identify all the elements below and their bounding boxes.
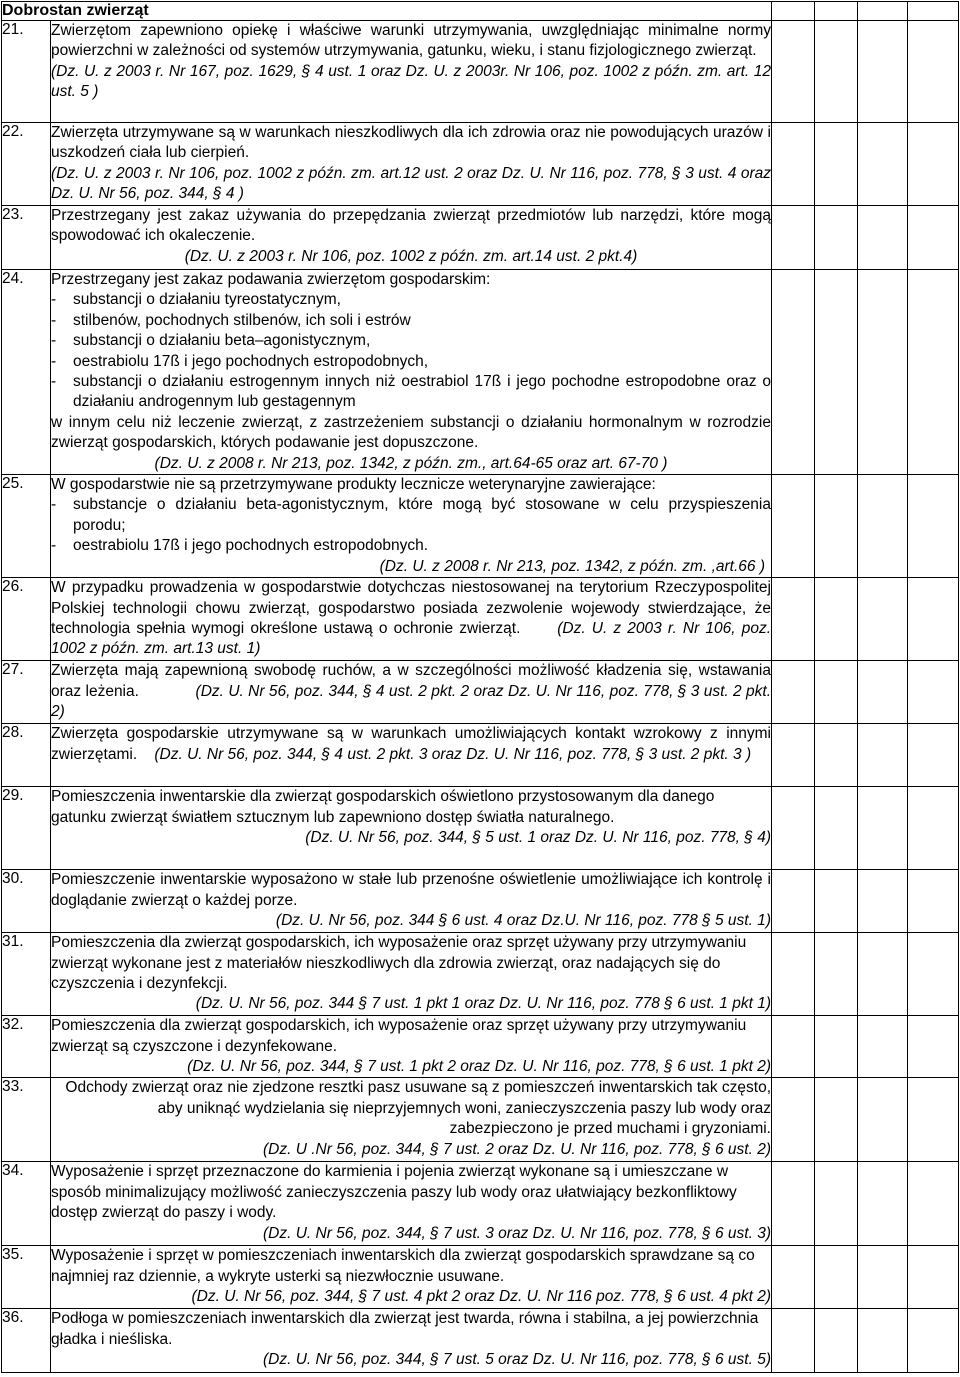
check-cell[interactable] (772, 1246, 815, 1309)
legal-reference: (Dz. U. Nr 56, poz. 344 § 6 ust. 4 oraz Dz.U. Nr 116, poz. 778 § 5 ust. 1) (275, 911, 771, 929)
requirement-text: Pomieszczenia inwentarskie dla zwierząt gospodarskich oświetlono przystosowanym dla danego gatunku zwierząt światłem sztucznym lub zapewniono dostęp światła naturalnego. (51, 788, 715, 826)
check-cell[interactable] (815, 870, 858, 933)
requirement-text: Wyposażenie i sprzęt przeznaczone do karmienia i pojenia zwierząt wykonane są i umieszczane w sposób minimalizujący możliwość zanieczyszczenia paszy lub wody oraz ułatwiający bezkonfliktowy dostęp zwierząt do paszy i wody. (51, 1163, 737, 1222)
check-cell[interactable] (772, 21, 815, 123)
row-number: 22. (2, 123, 51, 206)
requirement-text: Zwierzęta mają zapewnioną swobodę ruchów, a w szczególności możliwość kładzenia się, wstawania oraz leżenia. (51, 662, 771, 700)
requirement-text: Pomieszczenie inwentarskie wyposażono w stałe lub przenośne oświetlenie umożliwiające ich kontrolę i doglądanie zwierząt o każdej porze. (51, 871, 771, 909)
requirement-cell (51, 578, 772, 661)
check-cell[interactable] (772, 661, 815, 724)
row-number: 23. (2, 206, 51, 270)
row-number: 32. (2, 1016, 51, 1078)
check-cell[interactable] (858, 1309, 908, 1373)
row-number: 25. (2, 475, 51, 578)
check-cell[interactable] (772, 1078, 815, 1162)
check-cell[interactable] (772, 933, 815, 1016)
requirement-cell (51, 206, 772, 270)
check-cell[interactable] (815, 1246, 858, 1309)
table-row (2, 475, 959, 578)
check-cell[interactable] (858, 21, 908, 123)
check-cell[interactable] (815, 270, 858, 475)
requirement-text: Wyposażenie i sprzęt w pomieszczeniach inwentarskich dla zwierząt gospodarskich sprawdzane są co najmniej raz dziennie, a wykryte usterki są niezwłocznie usuwane. (51, 1247, 755, 1285)
check-cell[interactable] (858, 475, 908, 578)
check-cell[interactable] (815, 21, 858, 123)
check-cell[interactable] (908, 870, 959, 933)
requirement-outro: w innym celu niż leczenie zwierząt, z zastrzeżeniem substancji o działaniu hormonalnym w rozrodzie zwierząt gospodarskich, których podawanie jest dopuszczone. (51, 413, 771, 452)
row-number: 34. (2, 1162, 51, 1246)
check-cell[interactable] (772, 870, 815, 933)
requirement-intro: W gospodarstwie nie są przetrzymywane produkty lecznicze weterynaryjne zawierające: (51, 476, 656, 494)
check-cell[interactable] (772, 724, 815, 787)
check-cell[interactable] (858, 661, 908, 724)
check-cell[interactable] (858, 1016, 908, 1078)
check-cell[interactable] (815, 123, 858, 206)
row-number: 28. (2, 724, 51, 787)
requirement-cell (51, 123, 772, 206)
section-title: Dobrostan zwierząt (2, 2, 772, 21)
section-header-row (2, 2, 959, 21)
requirement-text: Przestrzegany jest zakaz używania do przepędzania zwierząt przedmiotów lub narzędzi, które mogą spowodować ich okaleczenie. (51, 207, 771, 245)
list-item: - oestrabiolu 17ß i jego pochodnych estropodobnych, (51, 352, 429, 370)
check-cell[interactable] (772, 1309, 815, 1373)
check-cell[interactable] (815, 1078, 858, 1162)
legal-reference: (Dz. U. z 2003 r. Nr 106, poz. 1002 z późn. zm. art.12 ust. 2 oraz Dz. U. Nr 116, poz. 778, § 3 ust. 4 oraz Dz. U. Nr 56, poz. 344, § 4 ) (51, 164, 771, 203)
requirement-intro: Przestrzegany jest zakaz podawania zwierzętom gospodarskim: (51, 271, 491, 288)
check-cell[interactable] (815, 787, 858, 870)
table-row (2, 870, 959, 933)
requirement-cell (51, 1246, 772, 1309)
table-row (2, 1016, 959, 1078)
check-cell[interactable] (908, 724, 959, 787)
check-cell[interactable] (908, 578, 959, 661)
row-number: 33. (2, 1078, 51, 1162)
legal-reference: (Dz. U. Nr 56, poz. 344, § 5 ust. 1 oraz Dz. U. Nr 116, poz. 778, § 4) (305, 828, 771, 846)
legal-reference: (Dz. U. Nr 56, poz. 344 § 7 ust. 1 pkt 1 oraz Dz. U. Nr 116, poz. 778 § 6 ust. 1 pkt 1) (195, 995, 771, 1013)
list-item: - substancji o działaniu beta–agonistycznym, (51, 332, 371, 350)
checklist-table (1, 1, 959, 1373)
table-row (2, 123, 959, 206)
check-cell[interactable] (858, 870, 908, 933)
check-cell[interactable] (815, 1016, 858, 1078)
check-cell[interactable] (815, 1309, 858, 1373)
legal-reference: (Dz. U. Nr 56, poz. 344, § 4 ust. 2 pkt. 3 oraz Dz. U. Nr 116, poz. 778, § 3 ust. 2 pkt. 3 ) (154, 745, 752, 763)
check-cell[interactable] (908, 270, 959, 475)
check-cell[interactable] (815, 933, 858, 1016)
check-cell[interactable] (908, 21, 959, 123)
row-number: 26. (2, 578, 51, 661)
check-cell[interactable] (772, 1016, 815, 1078)
requirement-cell (51, 475, 772, 578)
table-row (2, 1246, 959, 1309)
requirement-cell (51, 661, 772, 724)
check-cell[interactable] (772, 475, 815, 578)
row-number: 31. (2, 933, 51, 1016)
table-row (2, 933, 959, 1016)
requirement-cell (51, 933, 772, 1016)
requirement-text: W przypadku prowadzenia w gospodarstwie dotychczas niestosowanej na terytorium Rzeczypospolitej Polskiej technologii chowu zwierząt, gospodarstwo posiada zezwolenie wojewody stwierdzające, że technologia spełnia wymogi określone ustawą o ochronie zwierząt. (51, 579, 771, 637)
check-cell[interactable] (908, 1246, 959, 1309)
requirement-text: Zwierzętom zapewniono opiekę i właściwe warunki utrzymywania, uwzględniając minimalne normy powierzchni w zależności od systemów utrzymywania, gatunku, wieku, i stanu fizjologicznego zwierząt. (51, 22, 771, 60)
table-row (2, 270, 959, 475)
table-row (2, 1309, 959, 1373)
list-item: - substancji o działaniu estrogennym innych niż oestrabiol 17ß i jego pochodne estropodobne oraz o działaniu androgennym lub gestagennym (51, 373, 771, 411)
row-number: 29. (2, 787, 51, 870)
requirement-cell (51, 270, 772, 475)
check-cell[interactable] (772, 206, 815, 270)
check-cell[interactable] (858, 123, 908, 206)
list-item: - substancji o działaniu tyreostatycznym, (51, 291, 341, 309)
legal-reference: (Dz. U. z 2008 r. Nr 213, poz. 1342, z późn. zm. ,art.66 ) (379, 557, 765, 575)
table-row (2, 724, 959, 787)
check-cell[interactable] (908, 475, 959, 578)
check-cell[interactable] (908, 1162, 959, 1246)
check-cell[interactable] (772, 578, 815, 661)
legal-reference: (Dz. U. z 2003 r. Nr 106, poz. 1002 z późn. zm. art.14 ust. 2 pkt.4) (184, 247, 638, 265)
requirement-text: Pomieszczenia dla zwierząt gospodarskich, ich wyposażenie oraz sprzęt używany przy utrzymywaniu zwierząt są czyszczone i dezynfekowane. (51, 1017, 747, 1055)
table-row (2, 1162, 959, 1246)
requirement-text: Zwierzęta utrzymywane są w warunkach nieszkodliwych dla ich zdrowia oraz nie powodujących urazów i uszkodzeń ciała lub cierpień. (51, 124, 771, 162)
list-item: - stilbenów, pochodnych stilbenów, ich soli i estrów (51, 311, 411, 329)
check-cell[interactable] (908, 933, 959, 1016)
table-row (2, 206, 959, 270)
check-cell[interactable] (908, 206, 959, 270)
requirement-cell (51, 724, 772, 787)
legal-reference: (Dz. U. z 2008 r. Nr 213, poz. 1342, z późn. zm., art.64-65 oraz art. 67-70 ) (154, 454, 668, 472)
legal-reference: (Dz. U .Nr 56, poz. 344, § 7 ust. 2 oraz Dz. U. Nr 116, poz. 778, § 6 ust. 2) (263, 1140, 771, 1158)
table-row (2, 21, 959, 123)
legal-reference: (Dz. U. Nr 56, poz. 344, § 4 ust. 2 pkt. 2 oraz Dz. U. Nr 116, poz. 778, § 3 ust. 2 pkt. 2) (51, 682, 771, 720)
row-number: 27. (2, 661, 51, 724)
check-cell[interactable] (772, 787, 815, 870)
check-cell[interactable] (815, 724, 858, 787)
check-cell[interactable] (815, 578, 858, 661)
check-cell[interactable] (908, 1309, 959, 1373)
table-row (2, 787, 959, 870)
requirement-cell (51, 1016, 772, 1078)
requirement-cell (51, 787, 772, 870)
legal-reference: (Dz. U. Nr 56, poz. 344, § 7 ust. 1 pkt 2 oraz Dz. U. Nr 116, poz. 778, § 6 ust. 1 pkt 2) (187, 1057, 771, 1075)
row-number: 30. (2, 870, 51, 933)
check-cell[interactable] (858, 1246, 908, 1309)
requirement-text: Pomieszczenia dla zwierząt gospodarskich, ich wyposażenie oraz sprzęt używany przy utrzymywaniu zwierząt wykonane jest z materiałów nieszkodliwych dla zdrowia zwierząt, oraz nadających się do czyszczenia i dezynfekcji. (51, 934, 747, 992)
row-number: 21. (2, 21, 51, 123)
check-cell[interactable] (858, 933, 908, 1016)
check-cell[interactable] (858, 1162, 908, 1246)
check-cell[interactable] (858, 206, 908, 270)
check-cell[interactable] (815, 661, 858, 724)
check-cell[interactable] (908, 1016, 959, 1078)
table-row (2, 661, 959, 724)
check-cell[interactable] (815, 475, 858, 578)
requirement-text: Zwierzęta gospodarskie utrzymywane są w warunkach umożliwiających kontakt wzrokowy z innymi zwierzętami. (51, 725, 771, 763)
row-number: 24. (2, 270, 51, 475)
requirement-cell (51, 870, 772, 933)
check-cell[interactable] (772, 1162, 815, 1246)
check-cell[interactable] (908, 661, 959, 724)
legal-reference: (Dz. U. Nr 56, poz. 344, § 7 ust. 3 oraz Dz. U. Nr 116, poz. 778, § 6 ust. 3) (263, 1224, 771, 1242)
check-cell[interactable] (858, 1078, 908, 1162)
check-cell[interactable] (858, 270, 908, 475)
row-number: 35. (2, 1246, 51, 1309)
requirement-cell (51, 1078, 772, 1162)
row-number: 36. (2, 1309, 51, 1373)
table-row (2, 578, 959, 661)
check-cell[interactable] (815, 1162, 858, 1246)
check-cell[interactable] (858, 578, 908, 661)
check-cell[interactable] (772, 123, 815, 206)
list-item: - oestrabiolu 17ß i jego pochodnych estropodobnych. (51, 537, 429, 555)
list-item: - substancje o działaniu beta-agonistycznym, które mogą być stosowane w celu przyspieszenia porodu; (51, 496, 771, 534)
check-cell[interactable] (858, 787, 908, 870)
check-cell[interactable] (908, 787, 959, 870)
check-cell[interactable] (908, 1078, 959, 1162)
requirement-cell (51, 1162, 772, 1246)
requirement-text: Podłoga w pomieszczeniach inwentarskich dla zwierząt jest twarda, równa i stabilna, a jej powierzchnia gładka i nieśliska. (51, 1310, 759, 1348)
legal-reference: (Dz. U. Nr 56, poz. 344, § 7 ust. 4 pkt 2 oraz Dz. U. Nr 116 poz. 778, § 6 ust. 4 pkt 2) (191, 1288, 771, 1306)
table-row (2, 1078, 959, 1162)
legal-reference: (Dz. U. z 2003 r. Nr 167, poz. 1629, § 4 ust. 1 oraz Dz. U. z 2003r. Nr 106, poz. 1002 z późn. zm. art. 12 ust. 5 ) (51, 62, 771, 101)
check-cell[interactable] (858, 724, 908, 787)
check-cell[interactable] (815, 206, 858, 270)
check-cell[interactable] (772, 270, 815, 475)
requirement-text: Odchody zwierząt oraz nie zjedzone resztki pasz usuwane są z pomieszczeń inwentarskich tak często, aby uniknąć wydzielania się nieprzyjemnych woni, zanieczyszczenia paszy lub wody oraz zabezpieczono je przed muchami i gryzoniami. (65, 1079, 771, 1138)
legal-reference: (Dz. U. z 2003 r. Nr 106, poz. 1002 z późn. zm. art.13 ust. 1) (51, 619, 771, 658)
legal-reference: (Dz. U. Nr 56, poz. 344, § 7 ust. 5 oraz Dz. U. Nr 116, poz. 778, § 6 ust. 5) (263, 1351, 771, 1369)
requirement-cell (51, 21, 772, 123)
requirement-cell (51, 1309, 772, 1373)
check-cell[interactable] (908, 123, 959, 206)
